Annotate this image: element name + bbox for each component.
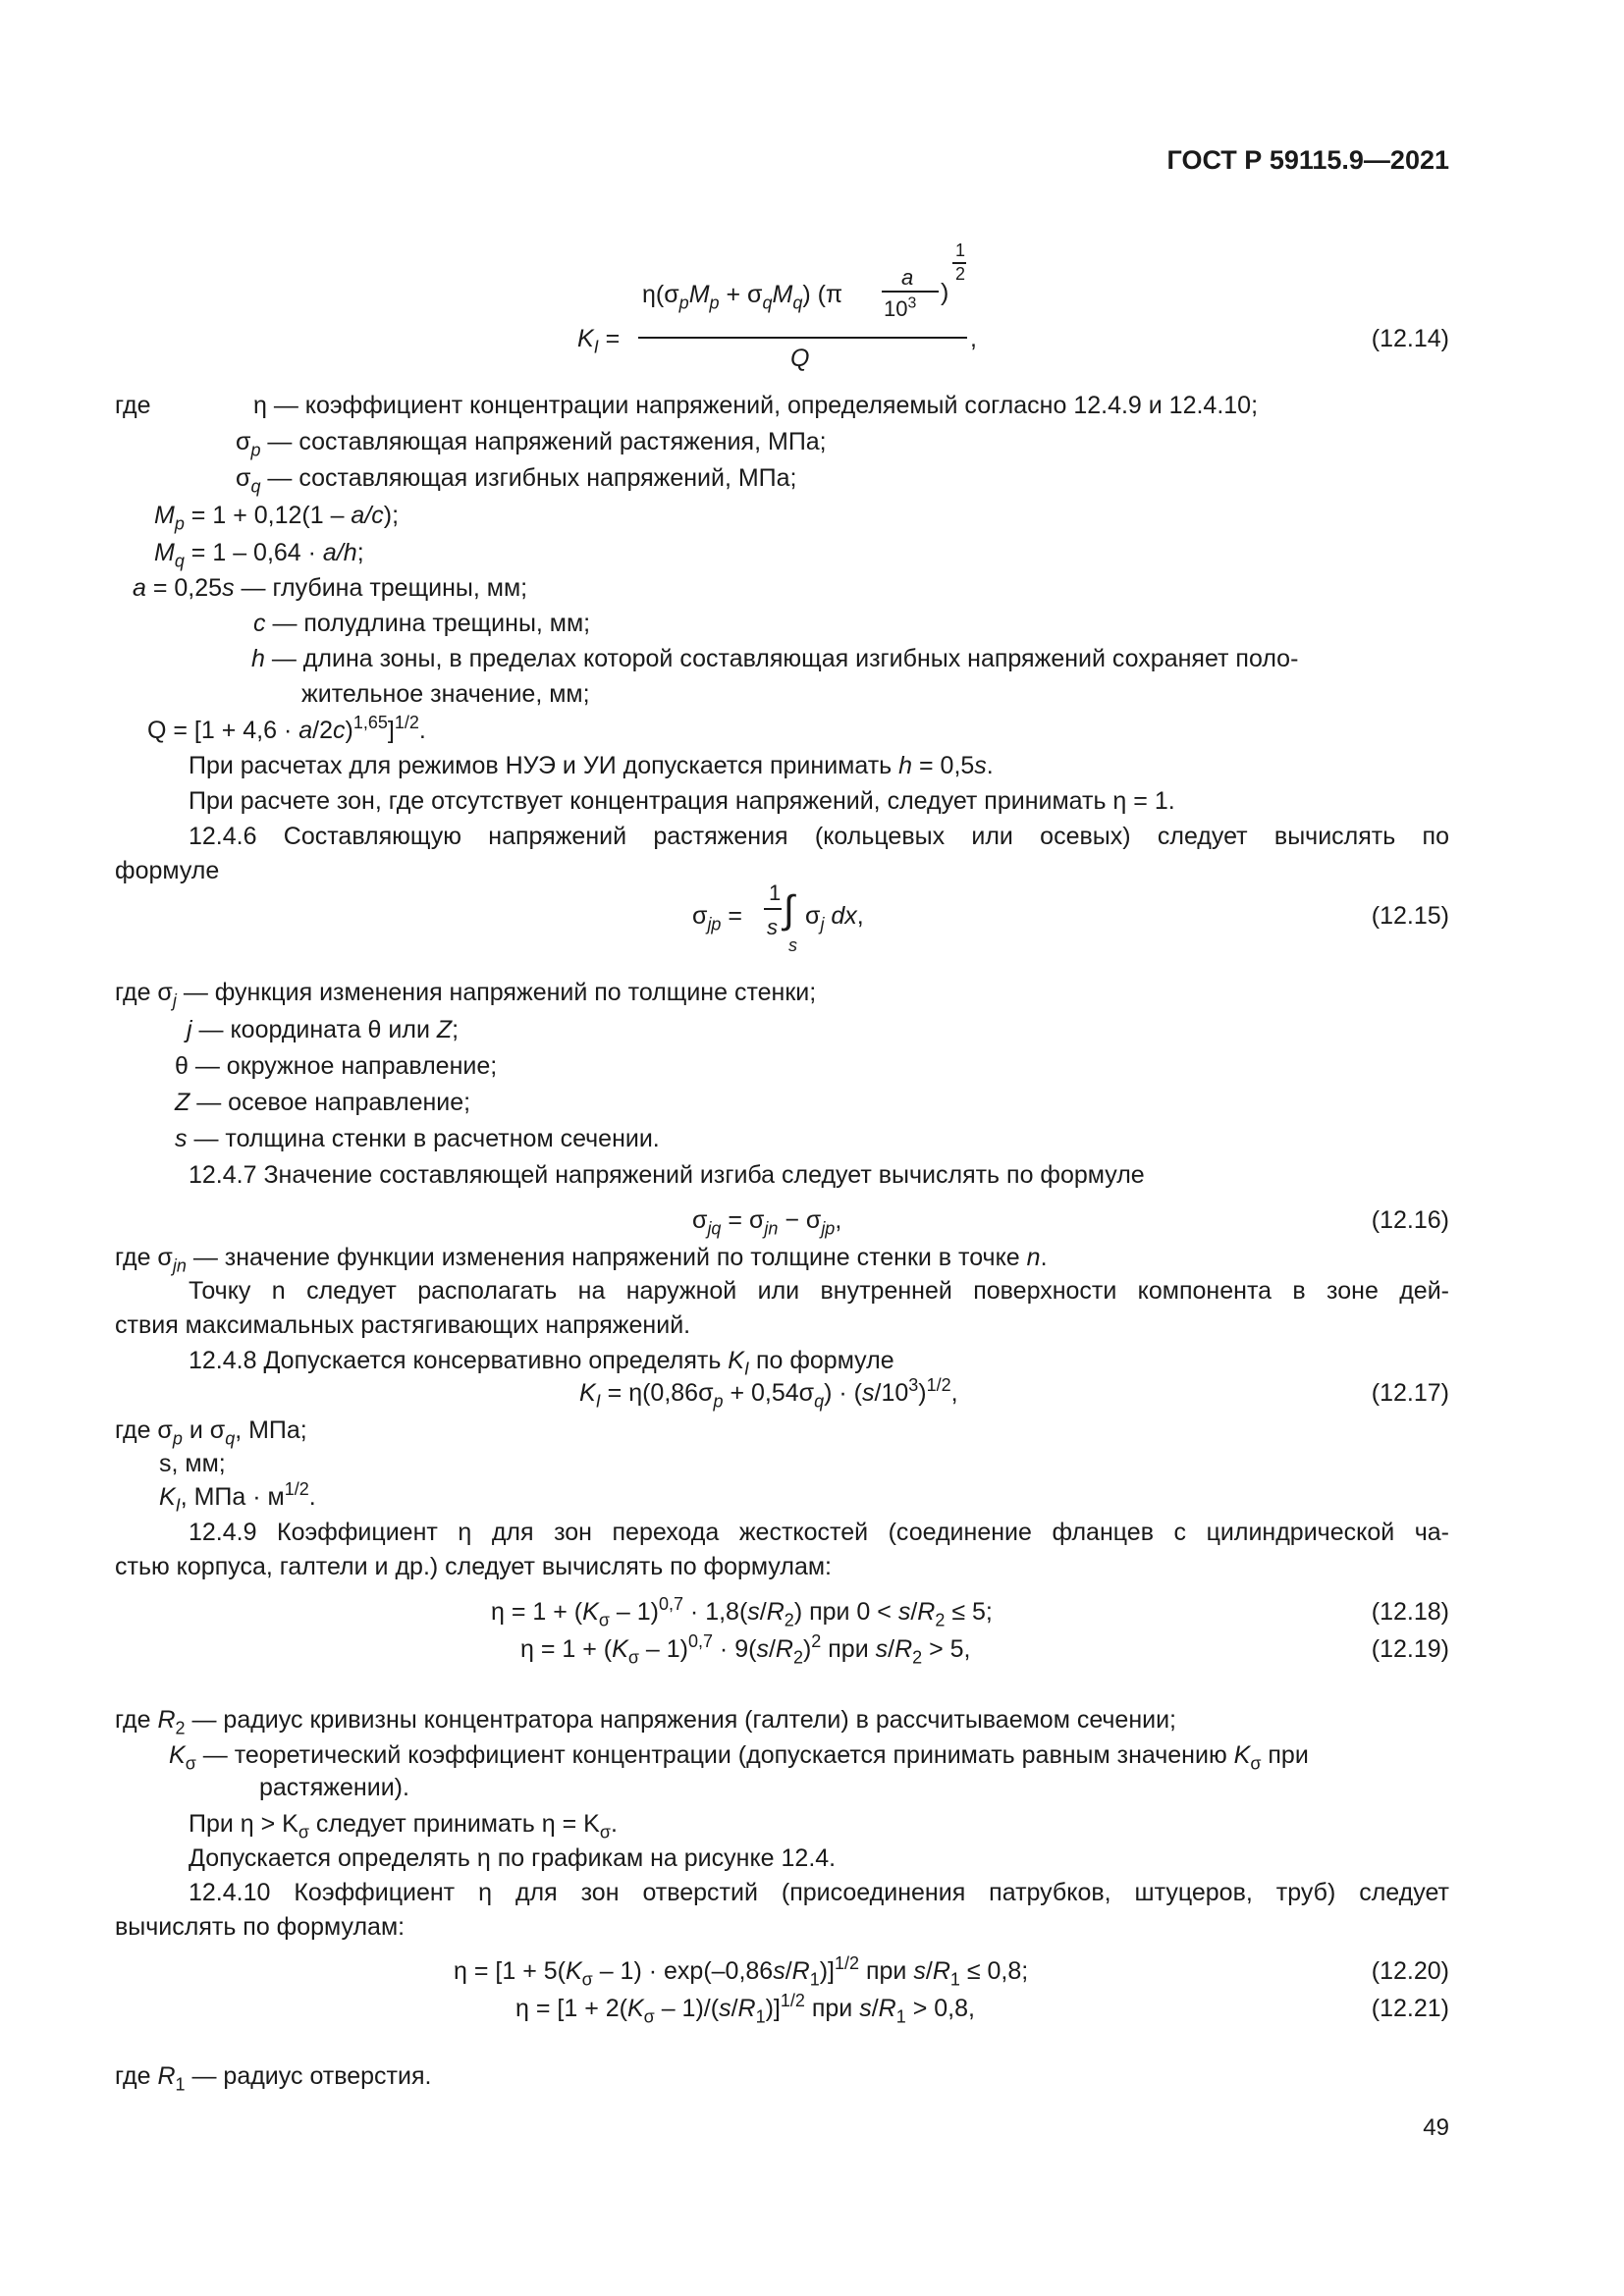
- eq-12-14-numerator: $\eta(\sigma_pM_p + \sigma_qM_q)$ (π: [642, 281, 843, 313]
- eq-12-14-fraction-bar: [638, 337, 967, 339]
- equation-number: (12.17): [1371, 1379, 1449, 1407]
- equation-number: (12.16): [1371, 1206, 1449, 1234]
- equation-12-21: $\eta = [1 + 2(K_\sigma - 1)/(s/R_1)]^{1/2}$ при $s/R_1 > 0,8$,: [515, 1991, 975, 2027]
- document-header: ГОСТ Р 59115.9—2021: [1166, 145, 1449, 175]
- equation-number: (12.19): [1371, 1635, 1449, 1663]
- equation-number: (12.18): [1371, 1598, 1449, 1626]
- equation-number: (12.20): [1371, 1957, 1449, 1985]
- equation-12-19: $\eta = 1 + (K_\sigma - 1)^{0,7} \cdot 9(s/R_2)^2$ при $s/R_2 > 5$,: [520, 1631, 971, 1668]
- equation-number: (12.21): [1371, 1995, 1449, 2022]
- page-number: 49: [1423, 2114, 1449, 2141]
- equation-number: (12.15): [1371, 902, 1449, 930]
- equation-12-16: $\sigma_{jq} = \sigma_{jn} - \sigma_{jp}$,: [692, 1206, 842, 1239]
- equation-number: (12.14): [1371, 325, 1449, 352]
- equation-12-20: $\eta = [1 + 5(K_\sigma - 1) \cdot \exp(-0,86s/R_1)]^{1/2}$ при $s/R_1 \le 0,8$;: [454, 1953, 1029, 1990]
- equation-12-18: $\eta = 1 + (K_\sigma - 1)^{0,7} \cdot 1,8(s/R_2)$ при $0 < s/R_2 \le 5$;: [491, 1594, 993, 1630]
- equation-12-17: $K_I = \eta(0,86\sigma_p + 0,54\sigma_q) \cdot (s/10^3)^{1/2}$,: [579, 1375, 958, 1412]
